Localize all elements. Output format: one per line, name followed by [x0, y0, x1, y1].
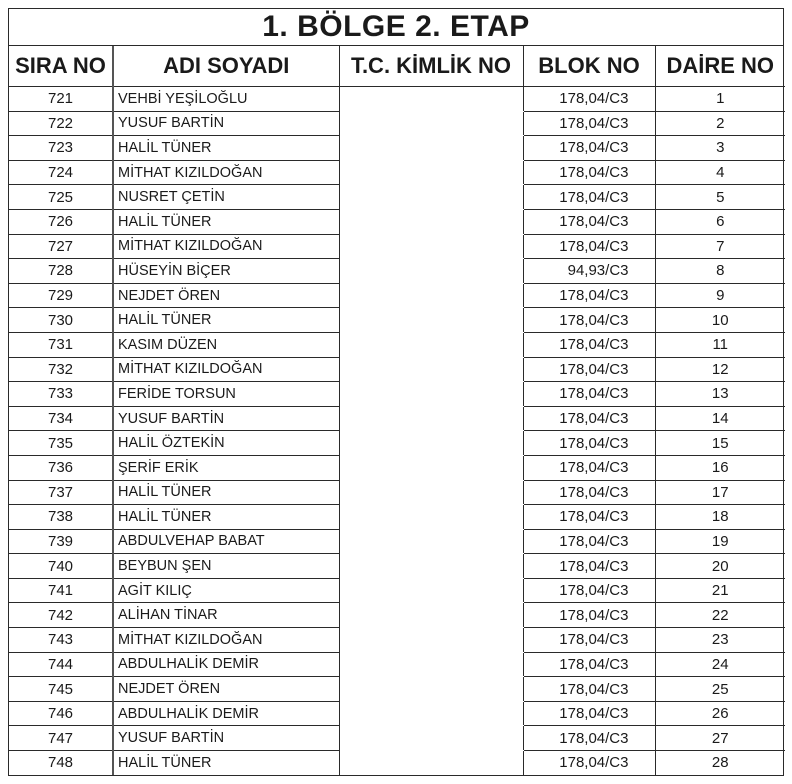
cell-tc-kimlik-no — [339, 677, 523, 702]
cell-sira-no: 748 — [9, 751, 113, 775]
cell-blok-no: 178,04/C3 — [523, 578, 655, 603]
cell-daire-no: 2 — [655, 111, 785, 136]
cell-blok-no: 178,04/C3 — [523, 382, 655, 407]
cell-tc-kimlik-no — [339, 480, 523, 505]
cell-blok-no: 178,04/C3 — [523, 480, 655, 505]
cell-adi-soyadi: YUSUF BARTİN — [113, 406, 339, 431]
cell-blok-no: 178,04/C3 — [523, 505, 655, 530]
table-row — [9, 185, 785, 210]
cell-tc-kimlik-no — [339, 603, 523, 628]
table-row — [9, 406, 785, 431]
cell-sira-no: 747 — [9, 726, 113, 751]
cell-sira-no: 721 — [9, 87, 113, 112]
cell-tc-kimlik-no — [339, 234, 523, 259]
cell-tc-kimlik-no — [339, 87, 523, 112]
cell-blok-no: 178,04/C3 — [523, 283, 655, 308]
cell-sira-no: 729 — [9, 283, 113, 308]
cell-blok-no: 178,04/C3 — [523, 234, 655, 259]
cell-adi-soyadi: NUSRET ÇETİN — [113, 185, 339, 210]
cell-daire-no: 19 — [655, 529, 785, 554]
table-row — [9, 136, 785, 161]
cell-sira-no: 726 — [9, 209, 113, 234]
cell-adi-soyadi: MİTHAT KIZILDOĞAN — [113, 160, 339, 185]
cell-blok-no: 178,04/C3 — [523, 185, 655, 210]
cell-adi-soyadi: HALİL TÜNER — [113, 209, 339, 234]
cell-daire-no: 11 — [655, 332, 785, 357]
cell-blok-no: 178,04/C3 — [523, 701, 655, 726]
table-row — [9, 529, 785, 554]
cell-adi-soyadi: HALİL ÖZTEKİN — [113, 431, 339, 456]
table-row — [9, 332, 785, 357]
cell-daire-no: 5 — [655, 185, 785, 210]
cell-daire-no: 16 — [655, 455, 785, 480]
table-row — [9, 283, 785, 308]
cell-tc-kimlik-no — [339, 505, 523, 530]
cell-adi-soyadi: NEJDET ÖREN — [113, 283, 339, 308]
cell-adi-soyadi: HALİL TÜNER — [113, 751, 339, 775]
table-row — [9, 209, 785, 234]
cell-daire-no: 6 — [655, 209, 785, 234]
cell-tc-kimlik-no — [339, 308, 523, 333]
table-row — [9, 455, 785, 480]
cell-daire-no: 22 — [655, 603, 785, 628]
cell-daire-no: 4 — [655, 160, 785, 185]
cell-tc-kimlik-no — [339, 382, 523, 407]
cell-adi-soyadi: HALİL TÜNER — [113, 480, 339, 505]
cell-blok-no: 178,04/C3 — [523, 554, 655, 579]
cell-tc-kimlik-no — [339, 578, 523, 603]
cell-tc-kimlik-no — [339, 628, 523, 653]
cell-adi-soyadi: KASIM DÜZEN — [113, 332, 339, 357]
table-row — [9, 160, 785, 185]
cell-adi-soyadi: FERİDE TORSUN — [113, 382, 339, 407]
cell-adi-soyadi: ABDULHALİK DEMİR — [113, 652, 339, 677]
cell-daire-no: 7 — [655, 234, 785, 259]
table-row — [9, 111, 785, 136]
cell-adi-soyadi: HALİL TÜNER — [113, 136, 339, 161]
cell-adi-soyadi: VEHBİ YEŞİLOĞLU — [113, 87, 339, 112]
cell-daire-no: 17 — [655, 480, 785, 505]
header-blok-no: BLOK NO — [523, 46, 655, 87]
cell-sira-no: 737 — [9, 480, 113, 505]
header-tc-kimlik-no: T.C. KİMLİK NO — [339, 46, 523, 87]
cell-sira-no: 740 — [9, 554, 113, 579]
cell-blok-no: 178,04/C3 — [523, 455, 655, 480]
cell-blok-no: 178,04/C3 — [523, 406, 655, 431]
cell-blok-no: 178,04/C3 — [523, 628, 655, 653]
header-daire-no: DAİRE NO — [655, 46, 785, 87]
cell-adi-soyadi: YUSUF BARTİN — [113, 111, 339, 136]
cell-tc-kimlik-no — [339, 111, 523, 136]
residents-table — [9, 46, 785, 775]
cell-adi-soyadi: HALİL TÜNER — [113, 308, 339, 333]
table-row — [9, 480, 785, 505]
cell-sira-no: 744 — [9, 652, 113, 677]
cell-tc-kimlik-no — [339, 431, 523, 456]
cell-blok-no: 178,04/C3 — [523, 111, 655, 136]
cell-sira-no: 728 — [9, 259, 113, 284]
cell-adi-soyadi: MİTHAT KIZILDOĞAN — [113, 357, 339, 382]
cell-sira-no: 745 — [9, 677, 113, 702]
cell-sira-no: 731 — [9, 332, 113, 357]
cell-adi-soyadi: HALİL TÜNER — [113, 505, 339, 530]
table-row — [9, 701, 785, 726]
cell-daire-no: 8 — [655, 259, 785, 284]
cell-daire-no: 23 — [655, 628, 785, 653]
header-sira-no: SIRA NO — [9, 46, 113, 87]
cell-adi-soyadi: ABDULVEHAP BABAT — [113, 529, 339, 554]
table-row — [9, 603, 785, 628]
cell-sira-no: 742 — [9, 603, 113, 628]
table-row — [9, 259, 785, 284]
cell-adi-soyadi: MİTHAT KIZILDOĞAN — [113, 628, 339, 653]
cell-blok-no: 178,04/C3 — [523, 160, 655, 185]
cell-tc-kimlik-no — [339, 259, 523, 284]
cell-blok-no: 178,04/C3 — [523, 677, 655, 702]
cell-tc-kimlik-no — [339, 283, 523, 308]
cell-sira-no: 722 — [9, 111, 113, 136]
table-row — [9, 578, 785, 603]
cell-blok-no: 178,04/C3 — [523, 136, 655, 161]
cell-daire-no: 27 — [655, 726, 785, 751]
cell-blok-no: 94,93/C3 — [523, 259, 655, 284]
table-row — [9, 234, 785, 259]
cell-sira-no: 730 — [9, 308, 113, 333]
cell-daire-no: 3 — [655, 136, 785, 161]
cell-sira-no: 738 — [9, 505, 113, 530]
cell-sira-no: 724 — [9, 160, 113, 185]
cell-daire-no: 1 — [655, 87, 785, 112]
cell-blok-no: 178,04/C3 — [523, 209, 655, 234]
cell-daire-no: 10 — [655, 308, 785, 333]
cell-adi-soyadi: MİTHAT KIZILDOĞAN — [113, 234, 339, 259]
cell-adi-soyadi: BEYBUN ŞEN — [113, 554, 339, 579]
cell-tc-kimlik-no — [339, 726, 523, 751]
cell-sira-no: 739 — [9, 529, 113, 554]
cell-daire-no: 25 — [655, 677, 785, 702]
cell-tc-kimlik-no — [339, 455, 523, 480]
cell-sira-no: 725 — [9, 185, 113, 210]
cell-adi-soyadi: ŞERİF ERİK — [113, 455, 339, 480]
document-sheet — [8, 8, 784, 776]
table-row — [9, 87, 785, 112]
cell-daire-no: 28 — [711, 754, 729, 772]
cell-tc-kimlik-no — [339, 652, 523, 677]
table-row — [9, 652, 785, 677]
cell-blok-no: 178,04/C3 — [523, 332, 655, 357]
cell-daire-no: 9 — [655, 283, 785, 308]
cell-sira-no: 734 — [9, 406, 113, 431]
table-row — [9, 726, 785, 751]
cell-blok-no: 178,04/C3 — [523, 726, 655, 751]
cell-tc-kimlik-no — [339, 185, 523, 210]
table-header-row — [9, 46, 785, 87]
cell-tc-kimlik-no — [339, 751, 523, 775]
cell-daire-no: 15 — [655, 431, 785, 456]
cell-daire-no: 21 — [655, 578, 785, 603]
cell-sira-no: 733 — [9, 382, 113, 407]
table-row — [9, 308, 785, 333]
cell-tc-kimlik-no — [339, 209, 523, 234]
table-row — [9, 554, 785, 579]
cell-blok-no: 178,04/C3 — [523, 87, 655, 112]
cell-tc-kimlik-no — [339, 529, 523, 554]
table-row — [9, 431, 785, 456]
cell-daire-no: 18 — [655, 505, 785, 530]
cell-blok-no: 178,04/C3 — [523, 431, 655, 456]
table-row — [9, 382, 785, 407]
table-row — [9, 751, 785, 775]
table-row — [9, 357, 785, 382]
cell-daire-no: 24 — [655, 652, 785, 677]
cell-daire-no: 12 — [655, 357, 785, 382]
page-title: 1. BÖLGE 2. ETAP — [9, 9, 783, 46]
table-body — [9, 87, 785, 775]
cell-blok-no: 178,04/C3 — [523, 529, 655, 554]
cell-sira-no: 732 — [9, 357, 113, 382]
cell-sira-no: 736 — [9, 455, 113, 480]
cell-tc-kimlik-no — [339, 554, 523, 579]
cell-daire-no: 20 — [655, 554, 785, 579]
cell-sira-no: 727 — [9, 234, 113, 259]
cell-daire-no: 14 — [655, 406, 785, 431]
cell-adi-soyadi: HÜSEYİN BİÇER — [113, 259, 339, 284]
cell-sira-no: 735 — [9, 431, 113, 456]
cell-tc-kimlik-no — [339, 332, 523, 357]
cell-sira-no: 743 — [9, 628, 113, 653]
table-row — [9, 628, 785, 653]
cell-tc-kimlik-no — [339, 357, 523, 382]
cell-tc-kimlik-no — [339, 160, 523, 185]
cell-daire-no: 26 — [655, 701, 785, 726]
cell-blok-no: 178,04/C3 — [523, 652, 655, 677]
cell-daire-no: 13 — [655, 382, 785, 407]
cell-sira-no: 723 — [9, 136, 113, 161]
cell-blok-no: 178,04/C3 — [523, 357, 655, 382]
cell-tc-kimlik-no — [339, 701, 523, 726]
table-row — [9, 677, 785, 702]
cell-adi-soyadi: ABDULHALİK DEMİR — [113, 701, 339, 726]
cell-adi-soyadi: ALİHAN TİNAR — [113, 603, 339, 628]
cell-blok-no: 178,04/C3 — [523, 603, 655, 628]
cell-adi-soyadi: YUSUF BARTİN — [113, 726, 339, 751]
header-adi-soyadi: ADI SOYADI — [113, 46, 339, 87]
cell-blok-no: 178,04/C3 — [523, 308, 655, 333]
cell-tc-kimlik-no — [339, 406, 523, 431]
cell-blok-no: 178,04/C3 — [523, 751, 655, 775]
cell-adi-soyadi: AGİT KILIÇ — [113, 578, 339, 603]
cell-sira-no: 741 — [9, 578, 113, 603]
cell-sira-no: 746 — [9, 701, 113, 726]
table-row — [9, 505, 785, 530]
cell-adi-soyadi: NEJDET ÖREN — [113, 677, 339, 702]
cell-tc-kimlik-no — [339, 136, 523, 161]
